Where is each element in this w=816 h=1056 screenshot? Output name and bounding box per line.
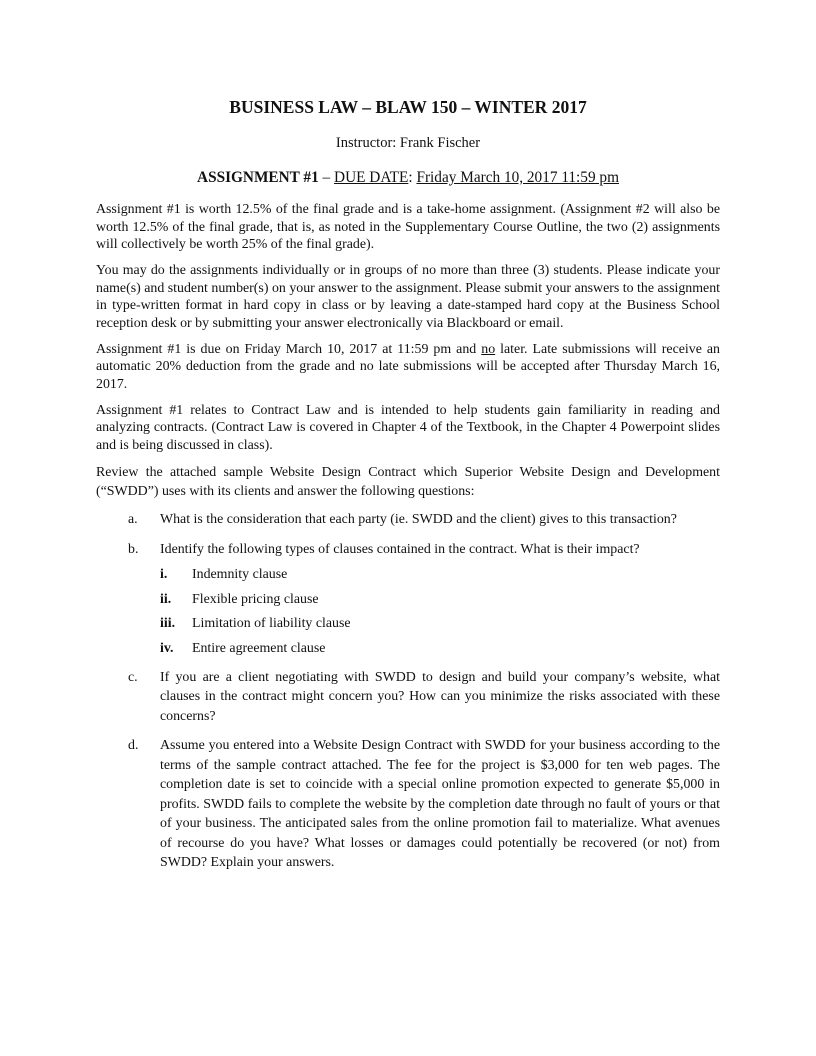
clause-label: iv. [160,640,174,656]
question-item [96,510,720,530]
clause-text: Flexible pricing clause [192,591,319,607]
assignment-label: ASSIGNMENT #1 [197,169,319,186]
dash-separator: – [318,169,335,186]
deadline-text-end: later. Late submissions will receive an automatic 20% deduction from the grade and no late submissions will be accepted after Thursday March 16, 2017. [96,341,721,392]
instructor-line: Instructor: Frank Fischer [335,135,481,151]
clause-item [160,614,720,633]
clause-item [160,639,720,658]
page-title: BUSINESS LAW – BLAW 150 – WINTER 2017 [229,97,587,117]
assignment-body [96,201,720,873]
clause-text: Indemnity clause [192,567,288,582]
paragraph-submission: You may do the assignments individually or in groups of no more than three (3) students. Please indicate your name(s) and student number(s) on your answer to the assignment. Please submit your answers to the assignment in type-written format in hard copy in class or by leaving a date-stamped hard copy at the Business School reception desk or by submitting your answer electronically via Blackboard or email. [96,263,720,331]
clause-label: ii. [160,591,172,607]
question-text: What is the consideration that each party (ie. SWDD and the client) gives to this transaction? [160,512,677,527]
question-label: a. [128,512,138,527]
clause-text: Limitation of liability clause [192,616,351,631]
paragraph-weight: Assignment #1 is worth 12.5% of the final grade and is a take-home assignment. (Assignment #2 will also be worth 12.5% of the final grade, that is, as noted in the Supplementary Course Outline, the two (2) assignments will collectively be worth 25% of the final grade). [96,202,720,252]
deadline-text-start: Assignment #1 is due on Friday March 10, 2017 at 11:59 pm and [96,341,482,357]
question-item [96,668,720,727]
clause-item [160,590,720,609]
question-list [96,510,720,873]
clause-text: Entire agreement clause [192,640,326,656]
paragraph-deadline [96,341,720,394]
question-text: Identify the following types of clauses contained in the contract. What is their impact? [160,541,640,557]
clause-label: iii. [160,616,176,631]
question-text: If you are a client negotiating with SWDD to design and build your company’s website, what clauses in the contract might concern you? How can you minimize the risks associated with these concerns? [160,669,720,724]
paragraph-instructions: Review the attached sample Website Design Contract which Superior Website Design and Development (“SWDD”) uses with its clients and answer the following questions: [96,464,720,499]
clause-label: i. [160,567,168,582]
question-label: d. [128,738,139,753]
question-label: c. [128,669,138,685]
clause-list [160,565,720,658]
colon-separator: : [408,169,417,186]
due-date-label: DUE DATE [334,169,409,186]
deadline-emphasis: no [481,341,496,357]
clause-item [160,565,720,584]
assignment-due-line [96,168,720,187]
document-page [96,96,720,883]
paragraph-topic: Assignment #1 relates to Contract Law and is intended to help students gain familiarity in reading and analyzing contracts. (Contract Law is covered in Chapter 4 of the Textbook, in the Chapter 4 Powerpoint slides and is being discussed in class). [96,402,720,453]
question-item [96,540,720,658]
question-text: Assume you entered into a Website Design Contract with SWDD for your business according to the terms of the sample contract attached. The fee for the project is $3,000 for ten web pages. The completion date is set to coincide with a special online promotion expected to generate $5,000 in profits. SWDD fails to complete the website by the completion date through no fault of yours or that of your business. The anticipated sales from the online promotion fail to materialize. What avenues of recourse do you have? What losses or damages could potentially be recovered (or not) from SWDD? Explain your answers. [160,738,720,870]
question-label: b. [128,541,139,557]
question-item [96,736,720,873]
due-date-value: Friday March 10, 2017 11:59 pm [416,169,619,186]
